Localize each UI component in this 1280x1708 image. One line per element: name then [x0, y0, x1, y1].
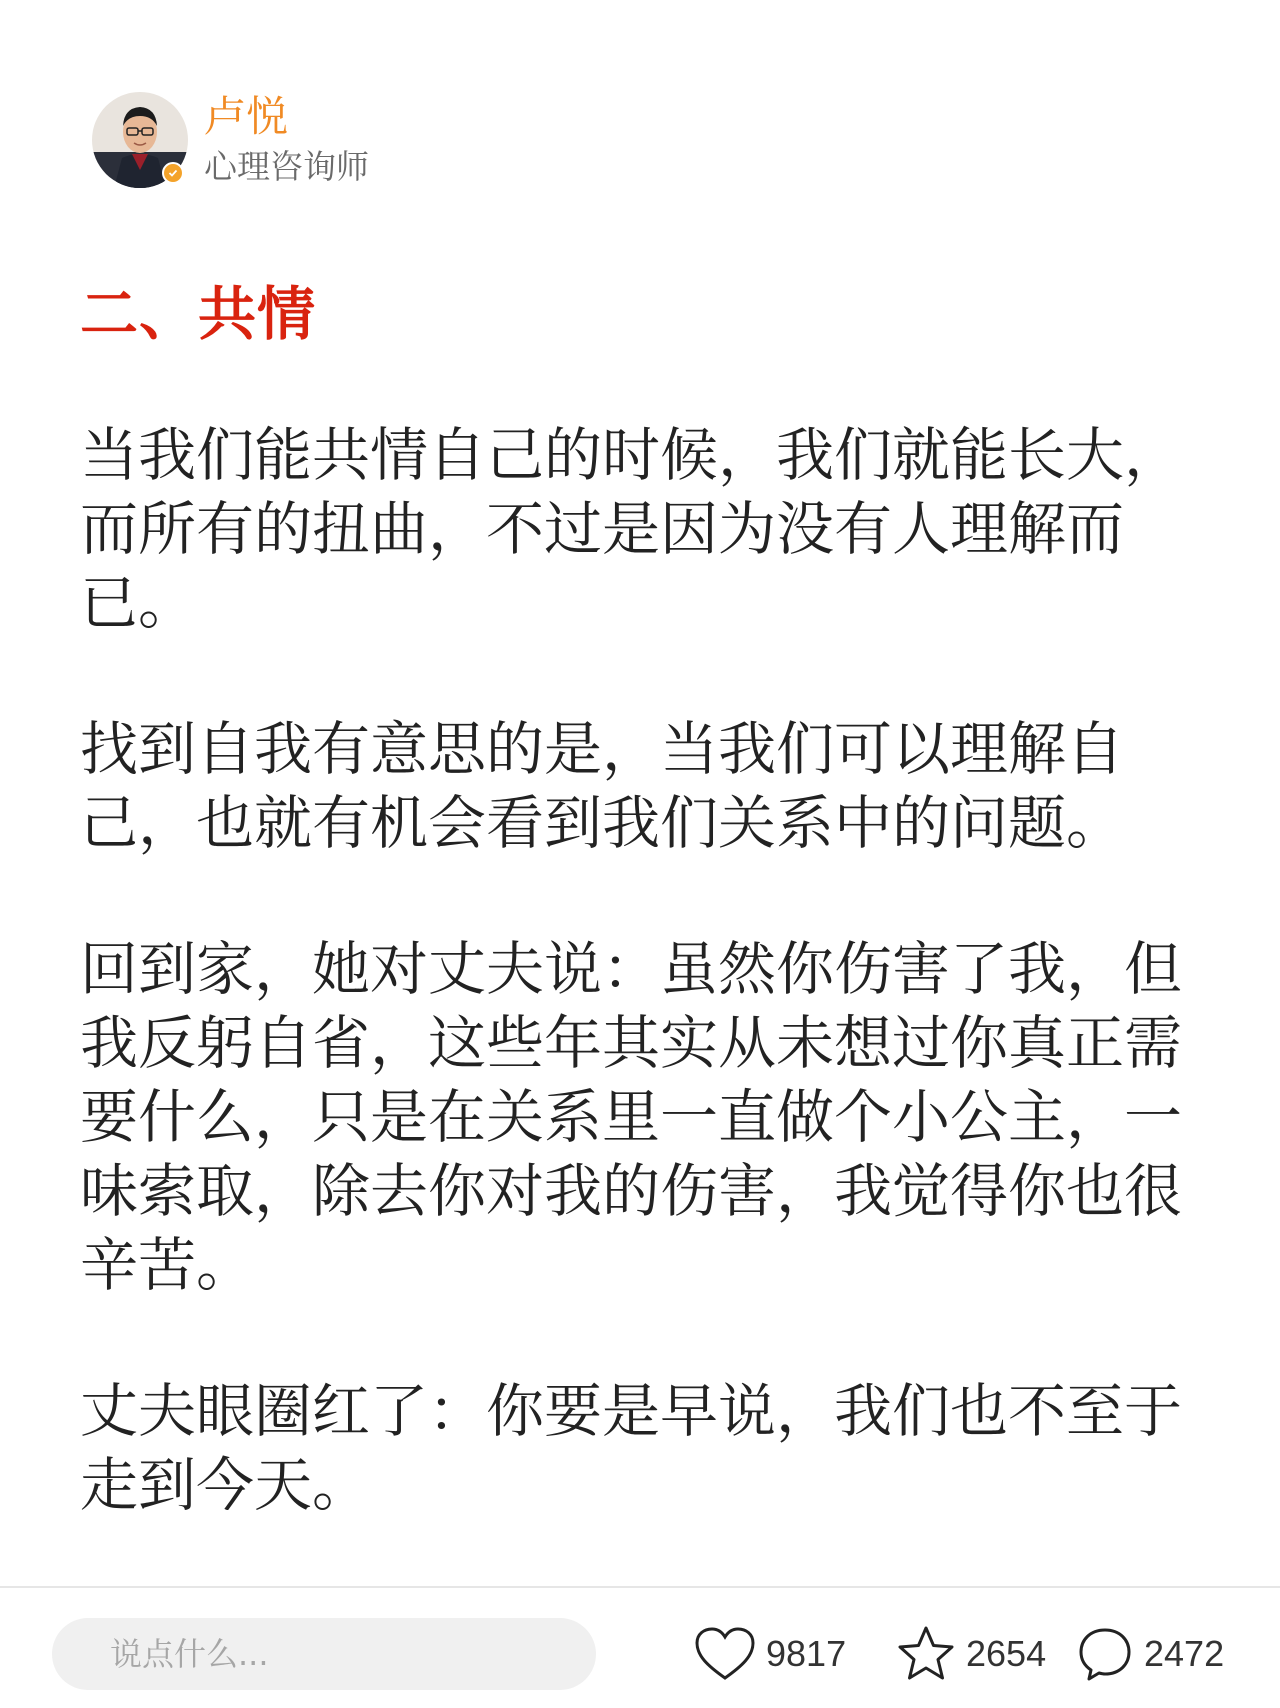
section-heading: 二、共情	[80, 280, 317, 348]
paragraph: 找到自我有意思的是，当我们可以理解自己，也就有机会看到我们关系中的问题。	[80, 715, 1125, 857]
like-count: 9817	[766, 1633, 847, 1674]
author-title: 心理咨询师	[204, 147, 369, 186]
paragraph: 回到家，她对丈夫说：虽然你伤害了我，但我反躬自省，这些年其实从未想过你真正需要什么，只是在关系里一直做个小公主，一味索取，除去你对我的伤害，我觉得你也很辛苦。	[80, 935, 1183, 1299]
favorite-count: 2654	[966, 1633, 1047, 1674]
favorite-button[interactable]	[896, 1622, 1046, 1686]
comment-count: 2472	[1144, 1633, 1225, 1674]
paragraph: 丈夫眼圈红了：你要是早说，我们也不至于走到今天。	[80, 1377, 1183, 1519]
heart-icon	[694, 1626, 756, 1682]
action-bar	[0, 1586, 1280, 1708]
comment-button[interactable]	[1076, 1622, 1224, 1686]
like-button[interactable]	[694, 1622, 846, 1686]
paragraph: 当我们能共情自己的时候，我们就能长大，而所有的扭曲，不过是因为没有人理解而已。	[80, 421, 1183, 637]
author-info	[204, 91, 369, 189]
avatar[interactable]	[92, 92, 188, 188]
author-name[interactable]: 卢悦	[204, 92, 289, 141]
star-icon	[896, 1624, 956, 1684]
post-body	[80, 418, 1220, 1594]
author-header	[92, 90, 369, 190]
verified-badge-icon	[162, 162, 184, 184]
comment-input[interactable]	[52, 1618, 596, 1690]
comment-bubble-icon	[1076, 1625, 1134, 1683]
